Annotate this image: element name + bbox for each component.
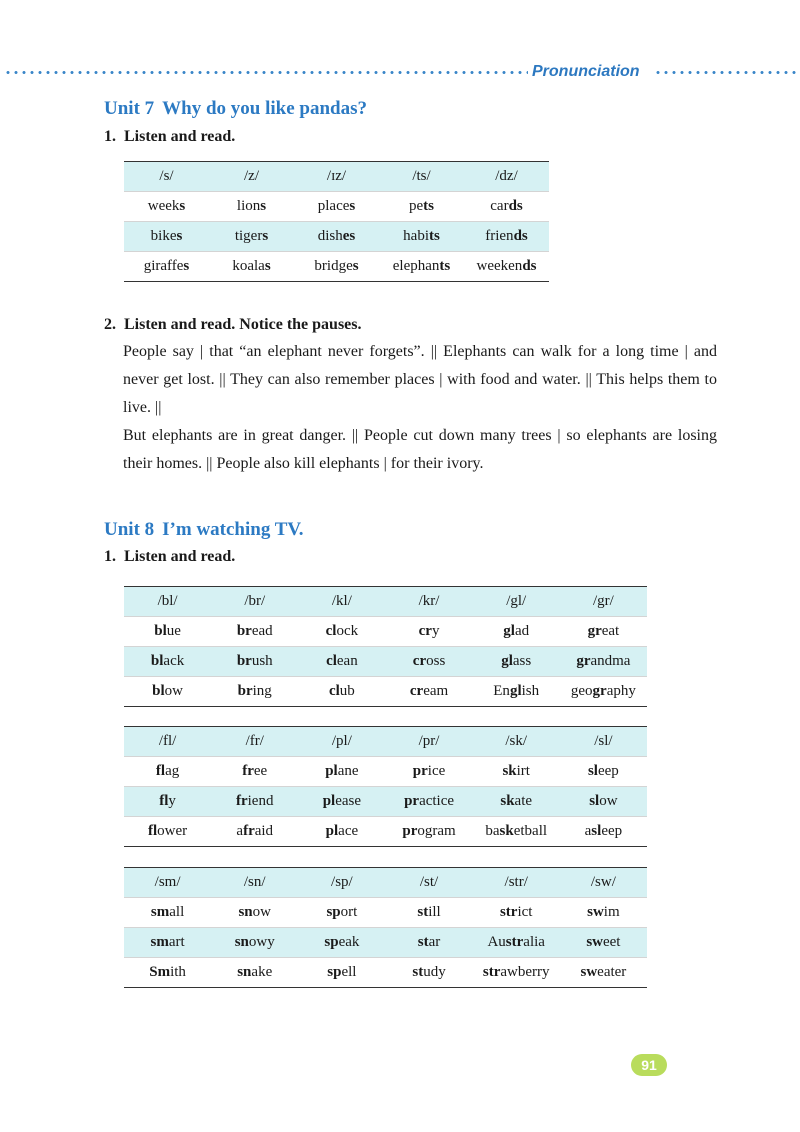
task-number: 1.	[104, 128, 116, 145]
example-word	[211, 647, 298, 677]
example-word	[298, 958, 385, 988]
sound-highlight: sm	[150, 934, 169, 950]
task-number: 2.	[104, 316, 116, 333]
example-word	[298, 677, 385, 707]
word-rest: ead	[251, 623, 273, 639]
sound-highlight: pr	[402, 823, 418, 839]
sound-symbol: /z/	[209, 162, 294, 192]
unit8-heading: I’m watching TV.	[162, 519, 304, 540]
word-rest: ill	[428, 904, 441, 920]
example-word	[124, 898, 211, 928]
word-rest: ort	[340, 904, 358, 920]
unit8-number: Unit 8	[104, 519, 155, 540]
example-word	[124, 677, 211, 707]
word-rest: eak	[338, 934, 360, 950]
example-word	[298, 787, 385, 817]
task-instruction: Listen and read.	[124, 548, 236, 565]
example-word	[124, 817, 211, 847]
example-word	[464, 222, 549, 252]
sound-highlight: ds	[508, 198, 523, 214]
sound-highlight: ts	[423, 198, 434, 214]
example-word	[473, 898, 560, 928]
table-row	[124, 677, 647, 707]
task-number: 1.	[104, 548, 116, 565]
sound-highlight: bl	[152, 683, 165, 699]
example-word	[298, 617, 385, 647]
sound-highlight: sl	[591, 823, 602, 839]
example-word	[385, 757, 472, 787]
table-row	[124, 252, 549, 282]
table-row	[124, 757, 647, 787]
word-rest: ice	[427, 763, 446, 779]
table-row	[124, 958, 647, 988]
example-word	[294, 222, 379, 252]
example-word	[124, 647, 211, 677]
sound-symbol: /sw/	[560, 868, 647, 898]
sound-symbol: /gr/	[560, 587, 647, 617]
word-rest: ane	[337, 763, 359, 779]
example-word	[294, 192, 379, 222]
example-word	[473, 617, 560, 647]
sound-highlight: s	[349, 198, 356, 214]
word-rest: ee	[253, 763, 268, 779]
word-stem: car	[490, 198, 509, 214]
word-stem: lion	[236, 198, 261, 214]
word-rest: im	[603, 904, 620, 920]
sound-highlight: sn	[237, 964, 252, 980]
table-row	[124, 222, 549, 252]
sound-highlight: gl	[509, 683, 522, 699]
sound-highlight: br	[236, 623, 252, 639]
word-rest: ub	[339, 683, 355, 699]
word-rest: ack	[163, 653, 185, 669]
example-word	[211, 617, 298, 647]
example-word	[473, 757, 560, 787]
word-rest: ace	[338, 823, 359, 839]
word-rest: irt	[516, 763, 530, 779]
sound-highlight: sl	[587, 763, 598, 779]
word-rest: aid	[254, 823, 274, 839]
sound-highlight: pr	[404, 793, 420, 809]
word-rest: eam	[423, 683, 449, 699]
example-word	[560, 898, 647, 928]
unit7-task2	[104, 315, 362, 335]
sound-highlight: gl	[503, 623, 515, 639]
sound-highlight: cr	[409, 683, 424, 699]
sound-symbol: /sn/	[211, 868, 298, 898]
sound-symbols-row	[124, 587, 647, 617]
example-word	[211, 677, 298, 707]
table-row	[124, 928, 647, 958]
sound-highlight: gl	[501, 653, 513, 669]
example-word	[560, 647, 647, 677]
sound-symbol: /fr/	[211, 727, 298, 757]
sound-highlight: ts	[439, 258, 451, 274]
unit8-title	[104, 518, 303, 542]
sound-highlight: sp	[327, 964, 342, 980]
word-rest: eep	[597, 763, 619, 779]
sound-symbol: /dz/	[464, 162, 549, 192]
sound-highlight: s	[176, 228, 183, 244]
unit7-task1	[104, 127, 235, 147]
passage-paragraph-2: But elephants are in great danger. || People cut down many trees | so elephants are losing their homes. || People also kill elephants | for their ivory.	[123, 427, 717, 472]
sound-symbol: /kl/	[298, 587, 385, 617]
sound-highlight: st	[412, 964, 424, 980]
sound-highlight: fl	[147, 823, 158, 839]
word-prefix: En	[493, 683, 510, 699]
example-word	[124, 192, 209, 222]
sound-highlight: sp	[326, 904, 341, 920]
sound-highlight: sp	[324, 934, 339, 950]
example-word	[560, 757, 647, 787]
word-stem: pe	[408, 198, 424, 214]
sound-symbol: /str/	[473, 868, 560, 898]
sound-highlight: s	[183, 258, 190, 274]
sound-highlight: sn	[234, 934, 249, 950]
example-word	[298, 898, 385, 928]
example-word	[473, 677, 560, 707]
sound-highlight: Sm	[149, 964, 171, 980]
unit7-number: Unit 7	[104, 98, 155, 119]
sound-highlight: s	[264, 258, 271, 274]
example-word	[294, 252, 379, 282]
word-prefix: ba	[485, 823, 500, 839]
example-word	[473, 958, 560, 988]
example-word	[209, 192, 294, 222]
word-rest: iend	[247, 793, 274, 809]
sound-symbols-row	[124, 868, 647, 898]
example-word	[124, 787, 211, 817]
word-rest: ow	[599, 793, 618, 809]
sound-highlight: sm	[150, 904, 170, 920]
passage-paragraph-1: People say | that “an elephant never forgets”. || Elephants can walk for a long time | and never get lost. || They can also remember places | with food and water. || This helps them to live. ||	[123, 343, 717, 416]
example-word	[211, 958, 298, 988]
example-word	[385, 617, 472, 647]
example-word	[379, 192, 464, 222]
example-word	[560, 677, 647, 707]
sound-highlight: ds	[522, 258, 537, 274]
sound-highlight: ts	[428, 228, 440, 244]
sound-highlight: str	[505, 934, 524, 950]
example-word	[385, 928, 472, 958]
example-word	[473, 928, 560, 958]
word-rest: aphy	[606, 683, 636, 699]
header-title: Pronunciation	[532, 63, 640, 80]
word-rest: ake	[251, 964, 273, 980]
sound-highlight: pr	[412, 763, 428, 779]
example-word	[385, 898, 472, 928]
sound-highlight: sw	[586, 934, 603, 950]
example-word	[560, 787, 647, 817]
word-rest: ar	[428, 934, 441, 950]
sound-highlight: sw	[580, 964, 598, 980]
example-word	[473, 647, 560, 677]
word-rest: ag	[165, 763, 180, 779]
sound-highlight: st	[417, 904, 429, 920]
sound-highlight: s	[262, 228, 269, 244]
unit8-sounds-table-3	[124, 867, 647, 988]
word-rest: awberry	[500, 964, 550, 980]
sound-symbol: /ts/	[379, 162, 464, 192]
example-word	[379, 252, 464, 282]
sound-highlight: cr	[412, 653, 427, 669]
dotted-rule-left	[4, 71, 528, 74]
example-word	[560, 617, 647, 647]
word-rest: eat	[601, 623, 620, 639]
sound-symbol: /br/	[211, 587, 298, 617]
sound-highlight: br	[237, 683, 253, 699]
sound-highlight: gr	[587, 623, 602, 639]
example-word	[473, 787, 560, 817]
sound-symbol: /sm/	[124, 868, 211, 898]
word-rest: ease	[335, 793, 362, 809]
example-word	[464, 252, 549, 282]
word-rest: ower	[157, 823, 188, 839]
word-rest: y	[168, 793, 176, 809]
word-stem: dish	[317, 228, 343, 244]
sound-symbol: /gl/	[473, 587, 560, 617]
sound-highlight: sk	[502, 763, 517, 779]
table-row	[124, 817, 647, 847]
table-row	[124, 898, 647, 928]
sound-highlight: cr	[418, 623, 432, 639]
sound-symbol: /sp/	[298, 868, 385, 898]
word-stem: place	[317, 198, 350, 214]
word-rest: ow	[164, 683, 183, 699]
example-word	[464, 192, 549, 222]
sound-highlight: ds	[513, 228, 528, 244]
sound-highlight: str	[499, 904, 518, 920]
task-instruction: Listen and read. Notice the pauses.	[124, 316, 362, 333]
sound-highlight: sk	[499, 823, 514, 839]
example-word	[124, 958, 211, 988]
unit7-title	[104, 97, 367, 121]
sound-highlight: st	[417, 934, 429, 950]
word-rest: ass	[512, 653, 532, 669]
sound-highlight: cl	[326, 653, 337, 669]
sound-highlight: fr	[242, 763, 254, 779]
sound-symbols-row	[124, 162, 549, 192]
example-word	[560, 958, 647, 988]
example-word	[298, 757, 385, 787]
sound-highlight: pl	[325, 823, 339, 839]
section-header	[0, 62, 800, 82]
word-prefix: a	[584, 823, 592, 839]
word-rest: actice	[419, 793, 455, 809]
sound-highlight: s	[352, 258, 359, 274]
sound-highlight: cl	[325, 623, 337, 639]
unit8-task1	[104, 547, 235, 567]
word-rest: ict	[517, 904, 533, 920]
word-rest: eater	[597, 964, 627, 980]
word-prefix: a	[236, 823, 244, 839]
table-row	[124, 787, 647, 817]
example-word	[124, 617, 211, 647]
word-stem: habi	[403, 228, 429, 244]
word-rest: ell	[341, 964, 357, 980]
word-stem: koala	[232, 258, 265, 274]
example-word	[209, 222, 294, 252]
word-prefix: Au	[487, 934, 506, 950]
example-word	[385, 817, 472, 847]
sound-symbol: /fl/	[124, 727, 211, 757]
word-rest: art	[168, 934, 185, 950]
example-word	[473, 817, 560, 847]
example-word	[124, 252, 209, 282]
sound-symbol: /pl/	[298, 727, 385, 757]
unit7-heading: Why do you like pandas?	[162, 98, 368, 119]
word-rest: etball	[513, 823, 548, 839]
word-stem: tiger	[234, 228, 263, 244]
example-word	[379, 222, 464, 252]
sound-symbol: /st/	[385, 868, 472, 898]
word-stem: giraffe	[143, 258, 184, 274]
sound-symbol: /ɪz/	[294, 162, 379, 192]
word-rest: eep	[601, 823, 623, 839]
word-rest: ock	[336, 623, 359, 639]
word-rest: ean	[336, 653, 358, 669]
sound-highlight: pl	[325, 763, 338, 779]
example-word	[211, 928, 298, 958]
example-word	[211, 757, 298, 787]
sound-highlight: sl	[589, 793, 600, 809]
example-word	[211, 787, 298, 817]
word-rest: andma	[590, 653, 631, 669]
word-rest: ad	[514, 623, 530, 639]
sound-symbol: /sk/	[473, 727, 560, 757]
example-word	[560, 928, 647, 958]
example-word	[385, 787, 472, 817]
sound-highlight: br	[236, 653, 252, 669]
task-instruction: Listen and read.	[124, 128, 236, 145]
sound-highlight: bl	[150, 653, 164, 669]
word-rest: alia	[523, 934, 545, 950]
example-word	[298, 647, 385, 677]
unit7-sounds-table	[124, 161, 549, 282]
sound-symbols-row	[124, 727, 647, 757]
page-number: 91	[631, 1054, 667, 1076]
sound-highlight: pl	[322, 793, 336, 809]
sound-highlight: es	[342, 228, 356, 244]
reading-passage	[123, 338, 717, 478]
word-stem: elephan	[392, 258, 440, 274]
sound-symbol: /bl/	[124, 587, 211, 617]
sound-highlight: fl	[155, 763, 166, 779]
sound-highlight: sw	[587, 904, 604, 920]
dotted-rule-right	[654, 71, 800, 74]
sound-highlight: fr	[243, 823, 255, 839]
sound-symbol: /kr/	[385, 587, 472, 617]
sound-symbol: /pr/	[385, 727, 472, 757]
sound-highlight: sn	[238, 904, 253, 920]
example-word	[560, 817, 647, 847]
sound-highlight: cl	[328, 683, 340, 699]
word-stem: frien	[485, 228, 514, 244]
sound-highlight: gr	[576, 653, 591, 669]
sound-highlight: bl	[154, 623, 167, 639]
example-word	[211, 898, 298, 928]
word-rest: ush	[251, 653, 273, 669]
sound-highlight: str	[482, 964, 501, 980]
example-word	[211, 817, 298, 847]
example-word	[124, 928, 211, 958]
table-row	[124, 617, 647, 647]
word-rest: ing	[252, 683, 272, 699]
word-stem: bridge	[314, 258, 353, 274]
unit8-sounds-table-1	[124, 586, 647, 707]
word-rest: ow	[252, 904, 271, 920]
example-word	[124, 757, 211, 787]
sound-highlight: s	[260, 198, 267, 214]
word-stem: weeken	[476, 258, 523, 274]
word-rest: all	[169, 904, 185, 920]
word-rest: ue	[166, 623, 181, 639]
example-word	[298, 817, 385, 847]
word-rest: ish	[521, 683, 540, 699]
example-word	[124, 222, 209, 252]
sound-highlight: fl	[159, 793, 169, 809]
word-rest: eet	[602, 934, 621, 950]
sound-highlight: gr	[592, 683, 607, 699]
word-rest: udy	[423, 964, 446, 980]
word-stem: bike	[150, 228, 177, 244]
table-row	[124, 647, 647, 677]
sound-symbol: /sl/	[560, 727, 647, 757]
sound-highlight: sk	[500, 793, 515, 809]
unit8-sounds-table-2	[124, 726, 647, 847]
sound-highlight: fr	[235, 793, 248, 809]
example-word	[385, 958, 472, 988]
example-word	[298, 928, 385, 958]
word-rest: ate	[514, 793, 533, 809]
sound-symbol: /s/	[124, 162, 209, 192]
example-word	[209, 252, 294, 282]
word-rest: owy	[248, 934, 275, 950]
table-row	[124, 192, 549, 222]
word-stem: week	[147, 198, 180, 214]
word-prefix: geo	[570, 683, 593, 699]
word-rest: y	[431, 623, 440, 639]
word-rest: oss	[426, 653, 446, 669]
word-rest: ogram	[417, 823, 456, 839]
sound-highlight: s	[179, 198, 186, 214]
example-word	[385, 647, 472, 677]
example-word	[385, 677, 472, 707]
word-rest: ith	[170, 964, 186, 980]
